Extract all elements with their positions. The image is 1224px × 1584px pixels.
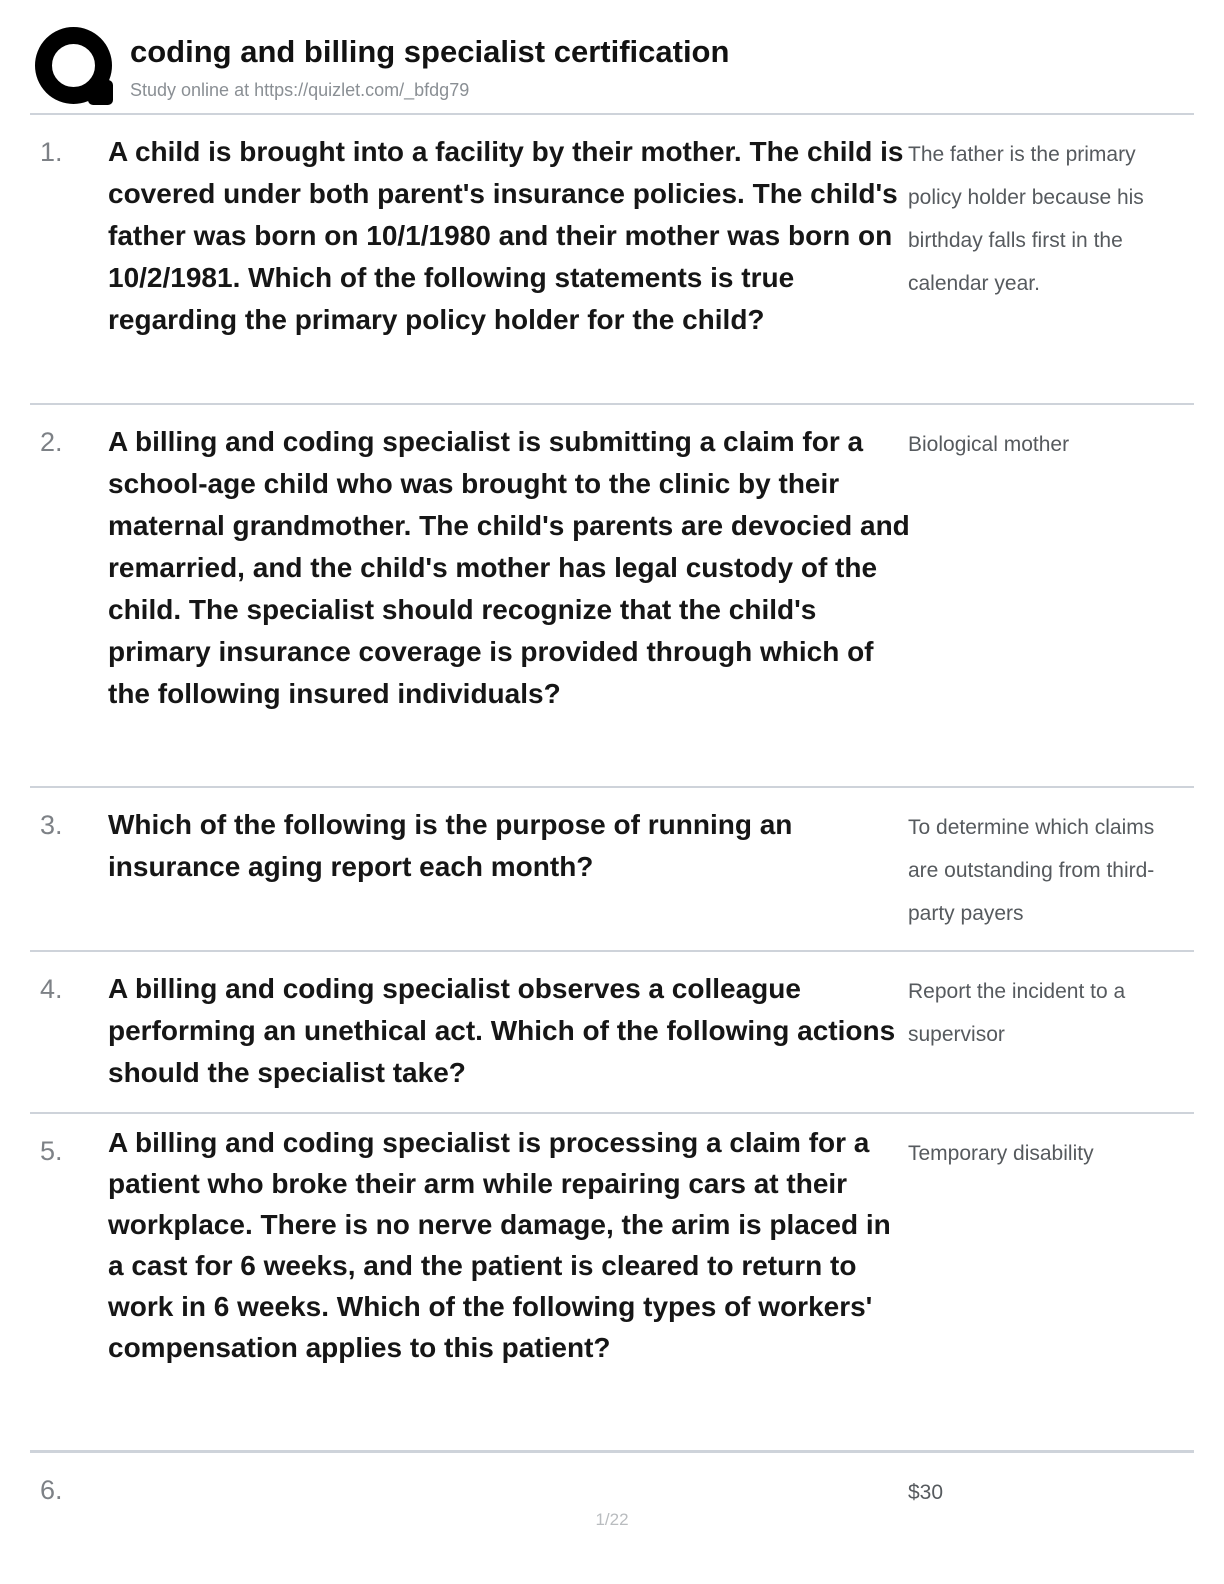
question-text [108, 1453, 914, 1469]
card-number: 5. [40, 1136, 63, 1166]
page-indicator: 1/22 [595, 1510, 629, 1529]
card-number: 6. [40, 1475, 63, 1505]
question-text: A billing and coding specialist is processing a claim for a patient who broke their arm while repairing cars at their workplace. There is no nerve damage, the arim is placed in a cast for 6 weeks, and the patient is cleared to return to work in 6 weeks. Which of the following types of workers' compensation applies to this patient? [108, 1127, 891, 1363]
answer-text: Temporary disability [908, 1142, 1094, 1165]
answer-text: Report the incident to a supervisor [908, 980, 1126, 1046]
card-number: 1. [40, 137, 63, 167]
card-row-2 [30, 403, 1194, 709]
question-text: Which of the following is the purpose of running an insurance aging report each month? [108, 809, 793, 882]
card-row-5 [30, 1112, 1194, 1363]
study-set-title: coding and billing specialist certification [130, 34, 730, 69]
answer-text: Biological mother [908, 433, 1070, 456]
card-row-4 [30, 950, 1194, 1088]
question-text: A billing and coding specialist is submitting a claim for a school-age child who was brought to the clinic by their maternal grandmother. The child's parents are devocied and remarried, and the child's mother has legal custody of the child. The specialist should recognize that the child's primary insurance coverage is provided through which of the following insured individuals? [108, 426, 910, 709]
card-row-6 [30, 1450, 1194, 1505]
page-header [0, 0, 1224, 115]
card-row-3 [30, 786, 1194, 925]
card-row-1 [30, 113, 1194, 335]
quizlet-q-logo-icon [35, 27, 112, 104]
study-online-url: Study online at https://quizlet.com/_bfdg79 [130, 80, 470, 100]
card-number: 3. [40, 810, 63, 840]
card-number: 2. [40, 427, 63, 457]
question-text: A billing and coding specialist observes a colleague performing an unethical act. Which of the following actions should the specialist take? [108, 973, 896, 1088]
answer-text: To determine which claims are outstanding from third-party payers [908, 816, 1155, 925]
question-text: A child is brought into a facility by their mother. The child is covered under both parent's insurance policies. The child's father was born on 10/1/1980 and their mother was born on 10/2/1981. Which of the following statements is true regarding the primary policy holder for the child? [108, 136, 904, 335]
answer-text: The father is the primary policy holder because his birthday falls first in the calendar year. [908, 143, 1144, 295]
answer-text: $30 [908, 1481, 944, 1504]
logo-tail-shape [88, 80, 113, 105]
card-number: 4. [40, 974, 63, 1004]
